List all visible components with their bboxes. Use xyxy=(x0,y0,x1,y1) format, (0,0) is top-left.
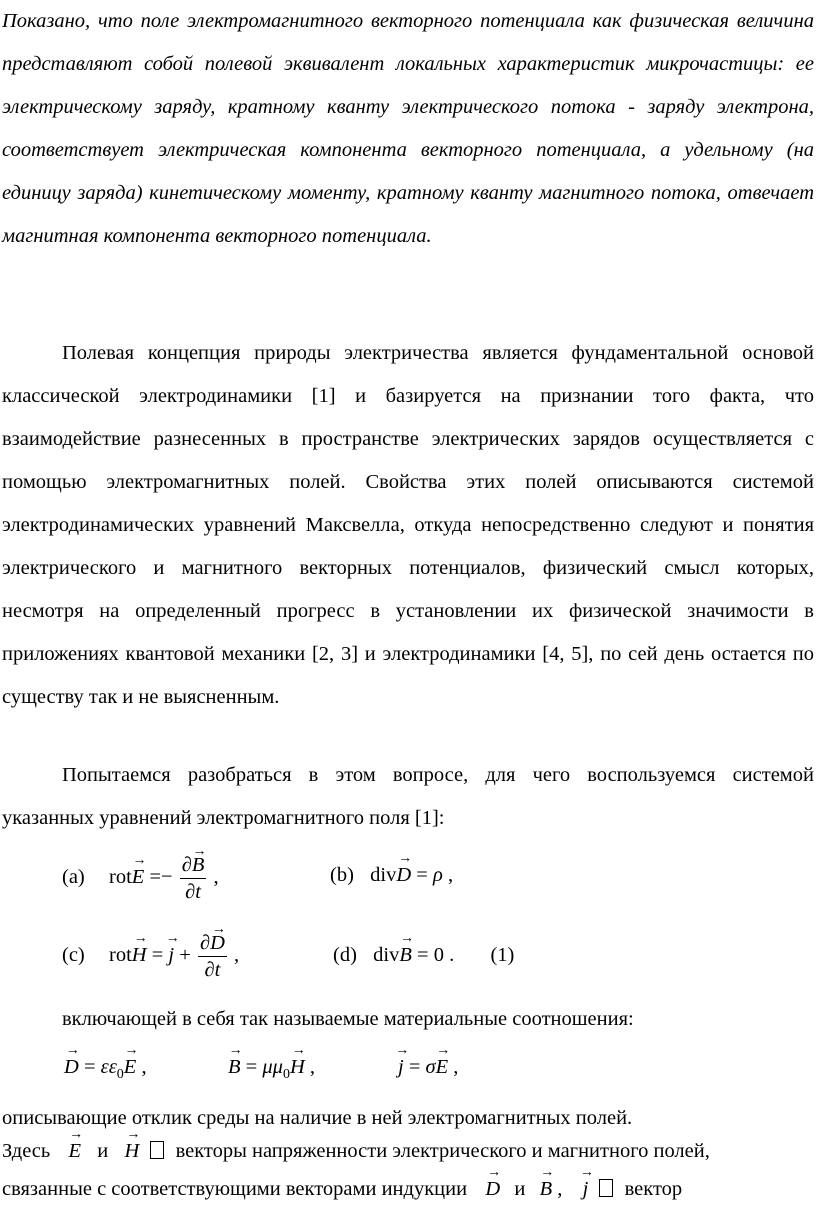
fraction-dB-dt: $\frac{\partial\to B}{\partial t}$ xyxy=(180,852,207,905)
associated-line: связанные с соответствующими векторами индукции → D и → B , → j вектор xyxy=(2,1178,682,1201)
here-line: Здесь → E и → H векторы напряженности электрического и магнитного полей, xyxy=(2,1140,710,1163)
equation-b-label: (b) xyxy=(330,864,354,886)
equation-a-label: (a) xyxy=(62,866,85,889)
material-relation-j: → j = σ→ E , xyxy=(398,1056,458,1079)
material-intro: включающей в себя так называемые материальные соотношения: xyxy=(62,1008,634,1030)
fraction-dD-dt: $\frac{\partial\to D}{\partial t}$ xyxy=(198,930,227,983)
describing-line: описывающие отклик среды на наличие в ней электромагнитных полей. xyxy=(2,1107,633,1129)
equation-c-label: (c) xyxy=(62,944,85,967)
missing-dash-glyph-2 xyxy=(599,1179,613,1197)
equation-d-label: (d) xyxy=(333,944,357,966)
body-paragraph-2: Попытаемся разобраться в этом вопросе, для чего воспользуемся системой указанных уравнений электромагнитного поля [1]: xyxy=(2,764,814,829)
equation-b: (b) div→ D = ρ , xyxy=(330,864,453,887)
body-paragraph-1: Полевая концепция природы электричества является фундаментальной основой классической электродинамики [1] и базируется на признании того факта, что взаимодействие разнесенных в пространстве электрических зарядов осуществляется с помощью электромагнитных полей. Свойства этих полей описываются системой электродинамических уравнений Максвелла, откуда непосредственно следуют и понятия электрического и магнитного векторных потенциалов, физический смысл которых, несмотря на определенный прогресс в установлении их физической значимости в приложениях квантовой механики [2, 3] и электродинамики [4, 5], по сей день остается по существу так и не выясненным. xyxy=(2,342,814,708)
equation-number: (1) xyxy=(490,944,515,966)
material-relation-D: → $D = \varepsilon\varepsilon_0\to E$ , xyxy=(64,1056,147,1083)
missing-dash-glyph xyxy=(150,1141,164,1159)
equation-d: (d) div→ B = 0 . (1) xyxy=(333,944,514,967)
equation-a: (a) rot→ E =− $\frac{\partial\to B}{\partial t}$ , xyxy=(62,852,219,905)
abstract-paragraph: Показано, что поле электромагнитного векторного потенциала как физическая величина представляют собой полевой эквивалент локальных характеристик микрочастицы: ее электрическому заряду, кратному кванту электрического потока - заряду электрона, соответствует электрическая компонента векторного потенциала, а удельному (на единицу заряда) кинетическому моменту, кратному кванту магнитного потока, отвечает магнитная компонента векторного потенциала. xyxy=(2,10,814,247)
material-relation-B: → $B = \mu\mu_0\to H$ , xyxy=(228,1056,315,1083)
equation-c: (c) rot→ H = → j + $\frac{\partial\to D}{\partial t}$ , xyxy=(62,930,239,983)
